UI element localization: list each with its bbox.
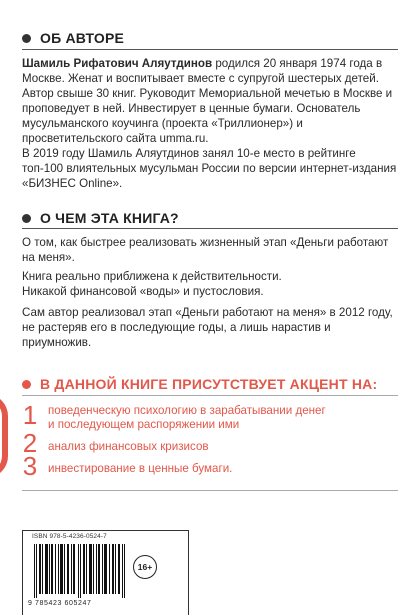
about-book-line-b: Никакой финансовой «воды» и пустословия. [22, 285, 264, 298]
about-author-paragraph-1 [22, 56, 400, 146]
author-bio: родился 20 января 1974 года в Москве. Женат и воспитывает вместе с супругой шестерых детей. Автор свыше 30 книг. Руководит Мемориальной мечетью в Москве и проповедует в ней. Инвестирует в ценные бумаги. Основатель мусульманского коучинга (проекта «Триллионер») и просветительского сайта umma.ru. [22, 57, 393, 145]
accent-item-2 [48, 440, 388, 454]
accent-item-1-line-2: и последующем распоряжении ими [48, 418, 240, 431]
about-book-paragraph-3: Сам автор реализовал этап «Деньги работают на меня» в 2012 году, не растеряв его в последующие годы, а лишь нарастив и приумножив. [22, 306, 393, 349]
accent-rule [22, 395, 398, 396]
about-book-rule [22, 228, 398, 229]
about-book-line-a: Книга реально приближена к действительности. [22, 270, 282, 283]
accent-bottom-rule [22, 490, 398, 491]
accent-item-2-line-1: анализ финансовых кризисов [48, 440, 209, 453]
author-name: Шамиль Рифатович Аляутдинов [22, 57, 213, 70]
about-book-heading [22, 210, 179, 226]
age-rating-badge: 16+ [133, 555, 157, 579]
accent-item-1-line-1: поведенческую психологию в зарабатывании денег [48, 404, 326, 417]
about-book-paragraph-1: О том, как быстрее реализовать жизненный этап «Деньги работают на меня». [22, 236, 389, 264]
accent-title: В ДАННОЙ КНИГЕ ПРИСУТСТВУЕТ АКЦЕНТ НА: [40, 376, 378, 392]
accent-number-3: 3 [22, 451, 38, 481]
barcode-digits: 9 785423 605247 [28, 600, 92, 607]
isbn-label: ISBN 978-5-4236-0524-7 [32, 533, 107, 540]
about-author-title: ОБ АВТОРЕ [40, 30, 125, 46]
accent-number-2: 2 [22, 428, 38, 458]
accent-item-1 [48, 404, 388, 432]
accent-item-3 [48, 462, 388, 476]
accent-number-1: 1 [22, 400, 38, 430]
about-author-heading [22, 30, 124, 46]
accent-heading [22, 376, 377, 392]
about-book-paragraph-2 [22, 269, 400, 299]
bullet-dot-icon [22, 214, 31, 223]
accent-item-3-line-1: инвестирование в ценные бумаги. [48, 462, 233, 475]
about-author-paragraph-2: В 2019 году Шамиль Аляутдинов занял 10-е место в рейтинге топ-100 влиятельных мусульман России по версии интернет-издания «БИЗНЕС Online». [22, 147, 397, 190]
barcode-icon [34, 544, 126, 598]
about-book-title: О ЧЕМ ЭТА КНИГА? [40, 210, 179, 226]
about-author-rule [22, 49, 398, 50]
bullet-dot-icon [22, 34, 31, 43]
bullet-dot-icon [22, 380, 31, 389]
